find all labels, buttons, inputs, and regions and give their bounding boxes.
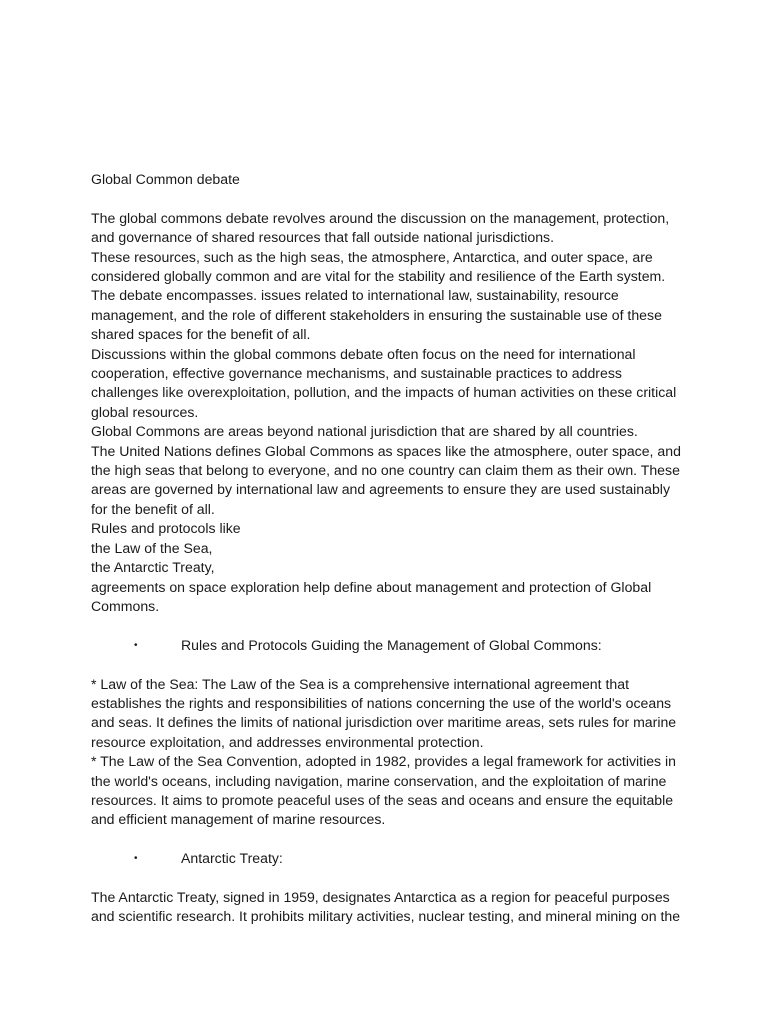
paragraph: * Law of the Sea: The Law of the Sea is a comprehensive international agreement that establishes the rights and responsibilities of nations concerning the use of the world's oceans and seas. It defines the limits of national jurisdiction over maritime areas, sets rules for marine resource exploitation, and addresses environmental protection. xyxy=(91,675,677,750)
paragraph: The debate encompasses. issues related to international law, sustainability, resource management, and the role of different stakeholders in ensuring the sustainable use of these shared spaces for the benefit of all. xyxy=(91,287,662,343)
paragraph: Global Commons are areas beyond national jurisdiction that are shared by all countries. xyxy=(91,423,638,440)
bullet-icon: • xyxy=(134,639,138,651)
paragraph: the Law of the Sea, xyxy=(91,539,213,556)
paragraph: agreements on space exploration help define about management and protection of Global Commons. xyxy=(91,578,652,614)
paragraph: * The Law of the Sea Convention, adopted in 1982, provides a legal framework for activities in the world's oceans, including navigation, marine conservation, and the exploitation of marine resources. It aims to promote peaceful uses of the seas and oceans and ensure the equitable and efficient management of marine resources. xyxy=(91,753,676,828)
paragraph: The Antarctic Treaty, signed in 1959, designates Antarctica as a region for peaceful purposes and scientific research. It prohibits military activities, nuclear testing, and mineral mining on the xyxy=(91,888,681,925)
paragraph: The global commons debate revolves around the discussion on the management, protection, and governance of shared resources that fall outside national jurisdictions. xyxy=(91,209,670,246)
paragraph: Discussions within the global commons debate often focus on the need for international cooperation, effective governance mechanisms, and sustainable practices to address challenges like overexploitation, pollution, and the impacts of human activities on these critical global resources. xyxy=(91,345,677,420)
bullet-heading: Antarctic Treaty: xyxy=(181,850,283,867)
paragraph: Rules and protocols like xyxy=(91,520,241,537)
spacer xyxy=(91,189,687,208)
document-title: Global Common debate xyxy=(91,171,240,187)
paragraph: The United Nations defines Global Commons as spaces like the atmosphere, outer space, and the high seas that belong to everyone, and no one country can claim them as their own. These areas are governed by international law and agreements to ensure they are used sustainably for the benefit of all. xyxy=(91,442,681,517)
bullet-icon: • xyxy=(134,853,138,865)
document-body xyxy=(91,170,687,927)
bullet-heading: Rules and Protocols Guiding the Management of Global Commons: xyxy=(181,636,602,653)
bullet-item-antarctic-treaty xyxy=(91,849,687,868)
spacer xyxy=(91,655,687,674)
paragraph: These resources, such as the high seas, the atmosphere, Antarctica, and outer space, are considered globally common and are vital for the stability and resilience of the Earth system. xyxy=(91,248,666,285)
spacer xyxy=(91,830,687,849)
paragraph: the Antarctic Treaty, xyxy=(91,559,215,576)
spacer xyxy=(91,616,687,635)
spacer xyxy=(91,869,687,888)
bullet-item-rules-protocols xyxy=(91,636,687,655)
